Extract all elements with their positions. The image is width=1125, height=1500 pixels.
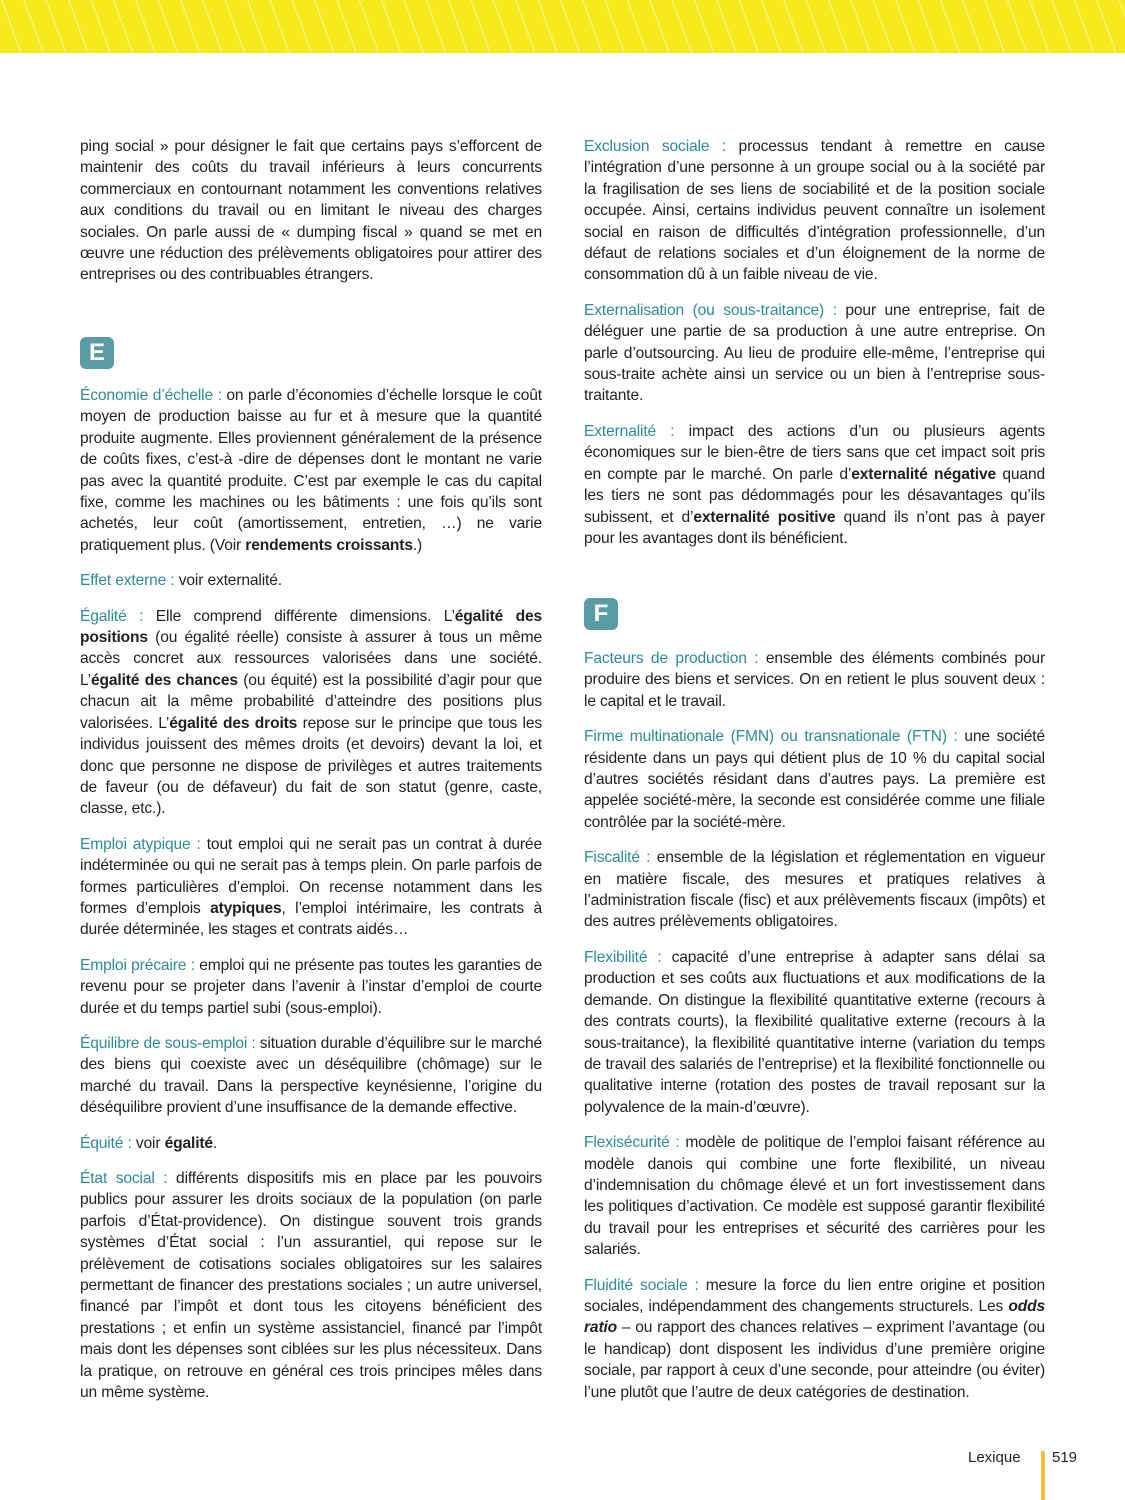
definition-text: voir bbox=[135, 1134, 165, 1152]
glossary-term: Facteurs de production : bbox=[584, 650, 766, 667]
definition-text: (ou égalité réelle) consiste à assurer à tous un même accès concret aux ressources valorisées dans une société. L’ bbox=[80, 629, 542, 689]
emphasized-term: égalité des positions bbox=[80, 607, 542, 647]
definition-text: repose sur le principe que tous les individus jouissent des mêmes droits (et devoirs) devant la loi, et donc que personne ne dispose de privilèges et autres traitements de faveur (ou de défaveur) du fait de son statut (genre, caste, classe, etc.). bbox=[80, 714, 542, 818]
definition-text: – ou rapport des chances relatives – expriment l’avantage (ou le handicap) dont disposent les individus d’une première origine sociale, par rapport à ceux d’une seconde, pour atteindre (ou éviter) l’une plutôt que l’autre de deux catégories de destination. bbox=[584, 1319, 1045, 1401]
emphasized-term: rendements croissants bbox=[245, 536, 413, 554]
left-intro bbox=[80, 136, 542, 300]
definition-text: processus tendant à remettre en cause l’intégration d’une personne à un groupe social ou à la société par la fragilisation de ses liens de sociabilité et de la position sociale occupée. Ainsi, certains individus peuvent connaître un isolement social en raison de difficultés d’intégration professionnelle, d’un défaut de relations sociales et d’un éloignement de la norme de consommation dû à un faible niveau de vie. bbox=[584, 138, 1045, 284]
glossary-term: Externalité : bbox=[584, 422, 689, 440]
glossary-entry bbox=[584, 726, 1045, 833]
emphasized-term: atypiques bbox=[210, 899, 282, 917]
emphasized-term: égalité des chances bbox=[90, 671, 238, 689]
glossary-term: Fluidité sociale : bbox=[584, 1276, 706, 1294]
header-stripe-band bbox=[0, 0, 1125, 53]
glossary-term: Flexibilité : bbox=[584, 948, 672, 966]
right-intro bbox=[584, 136, 1045, 563]
glossary-entry bbox=[80, 1168, 542, 1403]
definition-text: on parle d’économies d’échelle lorsque le coût moyen de production baisse au fur et à mesure que la quantité produite augmente. Elles proviennent généralement de la présence de coûts fixes, c’est-à -dire de dépenses dont le montant ne varie pas avec la quantité produite. C’est par exemple le cas du capital fixe, comme les machines ou les bâtiments : une fois qu’ils sont achetés, leur coût (amortissement, entretien, …) ne varie pratiquement plus. (Voir bbox=[80, 387, 542, 554]
glossary-entry bbox=[80, 136, 542, 286]
definition-text: , l’emploi intérimaire, les contrats à durée déterminée, les stages et contrats aidés… bbox=[80, 899, 542, 939]
definition-text: capacité d’une entreprise à adapter sans délai sa production et ses coûts aux fluctuations et aux modifications de la demande. On distingue la flexibilité quantitative externe (recours à des contrats courts), la flexibilité qualitative externe (recours à la sous-traitance), la flexibilité quantitative interne (variation du temps de travail des salariés de l’entreprise) et la flexibilité fonctionnelle ou qualitative interne (rotation des postes de travail reposant sur la polyvalence de la main-d’œuvre). bbox=[584, 948, 1045, 1116]
glossary-term: Externalisation (ou sous-traitance) : bbox=[584, 301, 846, 319]
glossary-term: Fiscalité : bbox=[584, 849, 657, 867]
emphasized-term: externalité négative bbox=[851, 465, 997, 483]
definition-text: mesure la force du lien entre origine et position sociales, indépendamment des changements structurels. Les bbox=[584, 1276, 1045, 1315]
glossary-entry bbox=[80, 1033, 542, 1119]
glossary-entry bbox=[80, 570, 542, 591]
glossary-term: Équité : bbox=[80, 1134, 136, 1152]
glossary-entry bbox=[80, 606, 542, 820]
definition-text: Elle comprend différente dimensions. L’ bbox=[155, 607, 455, 625]
emphasized-term: externalité positive bbox=[693, 508, 836, 526]
glossary-term: Emploi atypique : bbox=[80, 835, 207, 853]
glossary-term: Équilibre de sous-emploi : bbox=[80, 1034, 260, 1052]
definition-text: emploi qui ne présente pas toutes les garanties de revenu pour se projeter dans l’avenir à l’instar d’emploi de courte durée et du temps partiel subi (sous-emploi). bbox=[80, 956, 542, 1017]
definition-text: . bbox=[212, 1134, 218, 1152]
footer-section-label: Lexique bbox=[968, 1449, 1021, 1466]
glossary-entry bbox=[584, 1275, 1045, 1403]
glossary-term: Exclusion sociale : bbox=[584, 138, 739, 155]
definition-text: voir externalité. bbox=[178, 572, 282, 590]
glossary-term: État social : bbox=[80, 1170, 177, 1187]
glossary-term: Effet externe : bbox=[80, 572, 179, 590]
definition-text: quand ils n’ont pas à payer pour les avantages dont ils bénéficient. bbox=[584, 508, 1045, 547]
definition-text: modèle de politique de l’emploi faisant référence au modèle danois qui combine une forte flexibilité, un niveau d’indemnisation du chômage élevé et un fort investissement dans les politiques d’activation. Ce modèle est supposé garantir flexibilité du travail pour les entreprises et sécurité des carrières pour les salariés. bbox=[584, 1134, 1046, 1259]
glossary-entry bbox=[584, 947, 1045, 1118]
definition-text: pour une entreprise, fait de déléguer une partie de sa production à une autre entreprise. On parle d’outsourcing. Au lieu de produire elle-même, l’entreprise qui sous-traite achète ainsi un service ou un bien à l’entreprise sous-traitante. bbox=[584, 301, 1045, 405]
glossary-entry bbox=[584, 847, 1045, 933]
footer-divider bbox=[1041, 1451, 1045, 1500]
glossary-entry bbox=[80, 385, 542, 556]
definition-text: situation durable d’équilibre sur le marché des biens qui coexiste avec un déséquilibre (chômage) sur le marché du travail. Dans la perspective keynésienne, l’origine du déséquilibre provient d’une insuffisance de la demande effective. bbox=[80, 1034, 542, 1117]
glossary-term: Flexisécurité : bbox=[584, 1134, 686, 1152]
glossary-term: Économie d’échelle : bbox=[80, 387, 227, 404]
definition-text: (ou équité) est la possibilité d’agir pour que chacun ait la même probabilité d’atteindre des positions plus valorisées. L’ bbox=[80, 671, 543, 732]
glossary-entry bbox=[584, 300, 1045, 407]
definition-text: quand les tiers ne sont pas dédommagés pour les désavantages qu’ils subissent, et d’ bbox=[584, 465, 1045, 526]
glossary-entry bbox=[80, 834, 542, 941]
definition-text: tout emploi qui ne serait pas un contrat à durée indéterminée ou qui ne serait pas à temps plein. On parle parfois de formes particulières d’emploi. On recense notamment dans les formes d’emplois bbox=[80, 835, 542, 917]
glossary-entry bbox=[584, 648, 1045, 712]
glossary-entry bbox=[584, 1132, 1045, 1260]
definition-text: une société résidente dans un pays qui détient plus de 10 % du capital social d’autres sociétés résidant dans d’autres pays. La première est appelée société-mère, la seconde est considérée comme une filiale contrôlée par la société-mère. bbox=[584, 728, 1045, 831]
glossary-entry bbox=[584, 136, 1045, 286]
page-number: 519 bbox=[1052, 1449, 1078, 1466]
definition-text: ensemble de la législation et réglementation en vigueur en matière fiscale, des mesures et pratiques relatives à l’administration fiscale (fisc) et aux prélèvements fiscaux (impôts) et des autres prélèvements obligatoires. bbox=[584, 849, 1045, 931]
definition-text: impact des actions d’un ou plusieurs agents économiques sur le bien-être de tiers sans que cet impact soit pris en compte par le marché. On parle d’ bbox=[584, 422, 1046, 483]
glossary-term: Emploi précaire : bbox=[80, 956, 200, 974]
section-letter-f-badge: F bbox=[584, 598, 618, 630]
emphasized-term: égalité bbox=[164, 1134, 213, 1152]
section-letter-e-badge: E bbox=[80, 337, 114, 369]
definition-text: différents dispositifs mis en place par les pouvoirs publics pour assurer les droits sociaux de la population (on parle parfois d’État-providence). On distingue souvent trois grands systèmes d’État social : l’un assurantiel, qui repose sur le prélèvement de cotisations sociales obligatoires sur les salaires permettant de financer des prestations sociales ; un autre universel, financé par l’impôt et dont tous les citoyens bénéficient des prestations ; et enfin un système assistanciel, financé par l’impôt mais dont les dépenses sont ciblées sur les plus nécessiteux. Dans la pratique, on retrouve en général ces trois principes mêles dans un même système. bbox=[80, 1170, 542, 1402]
emphasized-term: odds ratio bbox=[584, 1297, 1045, 1337]
glossary-entry bbox=[80, 1133, 542, 1154]
glossary-term: Égalité : bbox=[80, 607, 156, 625]
section-e-entries bbox=[80, 385, 542, 1417]
definition-text: ensemble des éléments combinés pour produire des biens et services. On en retient le plus souvent deux : le capital et le travail. bbox=[584, 650, 1045, 710]
glossary-term: Firme multinationale (FMN) ou transnationale (FTN) : bbox=[584, 728, 965, 746]
emphasized-term: égalité des droits bbox=[169, 714, 298, 732]
glossary-entry bbox=[584, 421, 1045, 549]
section-f-entries bbox=[584, 648, 1045, 1417]
glossary-entry bbox=[80, 955, 542, 1019]
definition-text: .) bbox=[412, 536, 423, 554]
definition-text: ping social » pour désigner le fait que certains pays s’efforcent de maintenir des coûts du travail inférieurs à leurs concurrents commerciaux en contournant notamment les conventions relatives aux conditions du travail ou en limitant le niveau des charges sociales. On parle aussi de « dumping fiscal » quand se met en œuvre une réduction des prélèvements obligatoires pour attirer des entreprises ou des contribuables étrangers. bbox=[80, 138, 542, 284]
